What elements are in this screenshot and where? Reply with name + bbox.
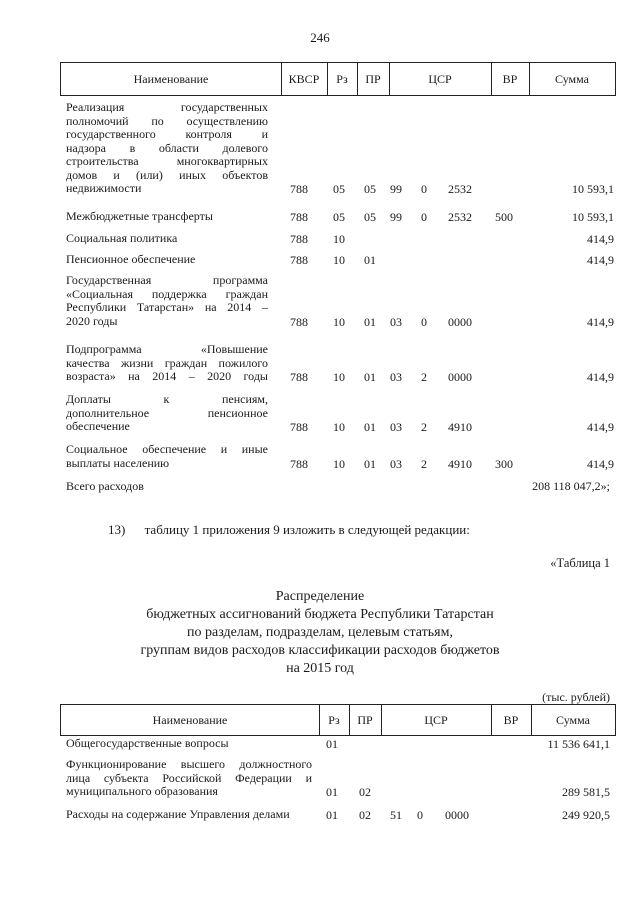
row-sum: 414,9: [587, 370, 614, 384]
header-name: Наименование: [61, 63, 282, 95]
row-csr1: 03: [390, 420, 402, 434]
header2-pr: ПР: [349, 705, 382, 735]
row-csr2: 2: [421, 456, 427, 471]
row2-name-line: муниципального образования: [66, 784, 218, 798]
row-csr3: 2532: [448, 182, 472, 196]
row-kvsr: 788: [290, 370, 308, 384]
row-name-line: надзора в области долевого: [66, 140, 268, 155]
header-rz: Рз: [327, 63, 358, 95]
row-rz: 10: [333, 456, 345, 471]
row2-sum: 249 920,5: [562, 808, 610, 822]
header2-vr: ВР: [491, 705, 532, 735]
row-pr: 01: [364, 253, 376, 267]
row-csr1: 03: [390, 314, 402, 329]
row-name-line: Государственная программа: [66, 273, 268, 287]
row2-sum: 11 536 641,1: [547, 737, 610, 751]
header2-name: Наименование: [61, 705, 320, 735]
row2-csr3: 0000: [445, 808, 469, 822]
row-vr: 500: [495, 210, 513, 224]
header2-sum: Сумма: [556, 713, 590, 727]
row-kvsr: 788: [290, 314, 308, 329]
row2-sum: 289 581,5: [562, 785, 610, 799]
row-pr: 01: [364, 456, 376, 471]
row-pr: 01: [364, 420, 376, 434]
row-sum: 414,9: [587, 420, 614, 434]
row-name-line: «Социальная поддержка граждан: [66, 286, 268, 301]
row-sum: 414,9: [587, 456, 614, 471]
row-name-line: недвижимости: [66, 181, 142, 195]
row-vr: 300: [495, 456, 513, 471]
row-pr: 05: [364, 210, 376, 224]
row-kvsr: 788: [290, 210, 308, 224]
row-csr3: 4910: [448, 420, 472, 434]
table-reference: «Таблица 1: [550, 556, 610, 570]
row-csr1: 99: [390, 210, 402, 224]
row2-name-line: Расходы на содержание Управления делами: [66, 807, 290, 821]
row-kvsr: 788: [290, 420, 308, 434]
header-pr: ПР: [357, 63, 390, 95]
row-pr: 05: [364, 182, 376, 196]
title-line-5: на 2015 год: [286, 661, 354, 676]
row-rz: 05: [333, 210, 345, 224]
header-vr: ВР: [491, 63, 530, 95]
row-sum: 414,9: [587, 232, 614, 246]
row-name-line: дополнительное пенсионное: [66, 405, 268, 420]
paragraph-number: 13): [108, 522, 126, 537]
row-name-line: качества жизни граждан пожилого: [66, 355, 268, 370]
row-name-line: Республики Татарстан» на 2014 –: [66, 300, 268, 314]
row-sum: 10 593,1: [572, 182, 614, 196]
row-name-line: Доплаты к пенсиям,: [66, 392, 268, 406]
row-name-line: полномочий по осуществлению: [66, 113, 268, 128]
row-name-line: выплаты населению: [66, 455, 170, 470]
row-rz: 10: [333, 314, 345, 329]
page-number: 246: [310, 30, 330, 45]
row-name-line: Межбюджетные трансферты: [66, 209, 213, 223]
title-line-2: бюджетных ассигнований бюджета Республики Татарстан: [146, 607, 494, 622]
row-kvsr: 788: [290, 456, 308, 471]
row-name-line: домов и (или) иных объектов: [66, 167, 268, 182]
row2-rz: 01: [326, 785, 338, 799]
row2-rz: 01: [326, 737, 338, 751]
row-sum: 414,9: [587, 253, 614, 267]
row-sum: 10 593,1: [572, 210, 614, 224]
header-sum: Сумма: [555, 72, 589, 86]
table1-header: [60, 62, 616, 96]
row-csr1: 03: [390, 456, 402, 471]
row-csr2: 2: [421, 420, 427, 434]
row-name-line: обеспечение: [66, 419, 130, 433]
row-pr: 01: [364, 314, 376, 329]
row-name-line: Социальное обеспечение и иные: [66, 442, 268, 456]
row-kvsr: 788: [290, 182, 308, 196]
row2-pr: 02: [359, 785, 371, 799]
row-name-line: Социальная политика: [66, 231, 178, 245]
row-name-line: Подпрограмма «Повышение: [66, 342, 268, 356]
row-name-line: Реализация государственных: [66, 100, 268, 114]
header-csr: ЦСР: [389, 63, 492, 95]
row-rz: 10: [333, 253, 345, 267]
units-label: (тыс. рублей): [542, 690, 610, 704]
row-csr2: 0: [421, 314, 427, 329]
row-csr3: 2532: [448, 210, 472, 224]
row-name-line: возраста» на 2014 – 2020 годы: [66, 369, 268, 383]
header-kvsr: КВСР: [281, 63, 328, 95]
row2-csr2: 0: [417, 808, 423, 822]
title-line-3: по разделам, подразделам, целевым статьям,: [187, 625, 453, 640]
title-line-1: Распределение: [275, 589, 365, 604]
row-csr3: 0000: [448, 370, 472, 384]
row-csr3: 0000: [448, 314, 472, 329]
row2-name-line: Функционирование высшего должностного: [66, 757, 312, 771]
row2-rz: 01: [326, 808, 338, 822]
row-rz: 10: [333, 232, 345, 246]
row-name-line: строительства многоквартирных: [66, 154, 268, 168]
row-rz: 05: [333, 182, 345, 196]
header2-csr: ЦСР: [381, 705, 492, 735]
row-csr3: 4910: [448, 456, 472, 471]
total-label: Всего расходов: [66, 479, 144, 493]
row2-name-line: Общегосударственные вопросы: [66, 736, 229, 750]
row2-pr: 02: [359, 808, 371, 822]
row2-csr1: 51: [390, 808, 402, 822]
row2-name-line: лица субъекта Российской Федерации и: [66, 770, 312, 785]
row-csr2: 2: [421, 370, 427, 384]
row-csr2: 0: [421, 182, 427, 196]
row-csr1: 03: [390, 370, 402, 384]
paragraph-text: таблицу 1 приложения 9 изложить в следующей редакции:: [144, 522, 470, 537]
row-pr: 01: [364, 370, 376, 384]
title-line-4: группам видов расходов классификации расходов бюджетов: [140, 643, 500, 658]
row-sum: 414,9: [587, 314, 614, 329]
row-name-line: Пенсионное обеспечение: [66, 252, 196, 266]
row-rz: 10: [333, 370, 345, 384]
row-csr2: 0: [421, 210, 427, 224]
header2-rz: Рз: [319, 705, 350, 735]
table2-header: [60, 704, 616, 736]
total-sum: 208 118 047,2»;: [532, 479, 610, 493]
amendment-paragraph: [108, 522, 470, 538]
row-kvsr: 788: [290, 253, 308, 267]
row-name-line: 2020 годы: [66, 313, 118, 328]
row-name-line: государственного контроля и: [66, 127, 268, 141]
row-rz: 10: [333, 420, 345, 434]
row-kvsr: 788: [290, 232, 308, 246]
row-csr1: 99: [390, 182, 402, 196]
